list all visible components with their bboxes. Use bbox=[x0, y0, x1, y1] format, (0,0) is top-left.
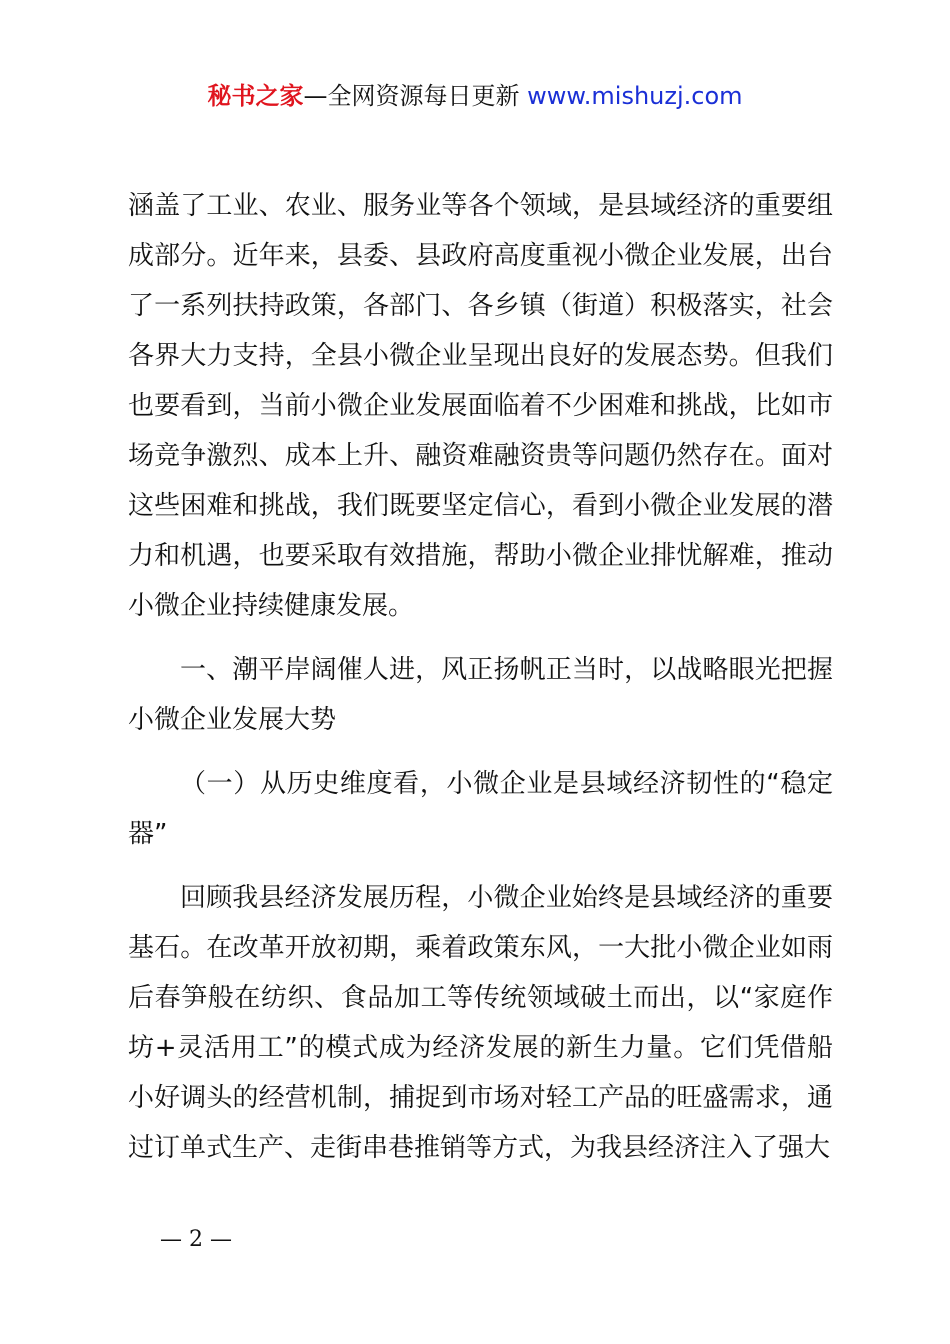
subsection-heading: （一）从历史维度看，小微企业是县域经济韧性的“稳定器” bbox=[128, 769, 833, 849]
paragraph-history: 回顾我县经济发展历程，小微企业始终是县域经济的重要基石。在改革开放初期，乘着政策东风，一大批小微企业如雨后春笋般在纺织、食品加工等传统领域破土而出，以“家庭作坊+灵活用工”的模式成为经济发展的新生力量。它们凭借船小好调头的经营机制，捕捉到市场对轻工产品的旺盛需求，通过订单式生产、走街串巷推销等方式，为我县经济注入了强大 bbox=[128, 883, 833, 1163]
site-header-banner bbox=[0, 80, 950, 112]
site-brand-name: 秘书之家 bbox=[207, 82, 304, 110]
document-body bbox=[128, 181, 833, 1173]
paragraph-continuation: 涵盖了工业、农业、服务业等各个领域，是县域经济的重要组成部分。近年来，县委、县政府高度重视小微企业发展，出台了一系列扶持政策，各部门、各乡镇（街道）积极落实，社会各界大力支持，全县小微企业呈现出良好的发展态势。但我们也要看到，当前小微企业发展面临着不少困难和挑战，比如市场竞争激烈、成本上升、融资难融资贵等问题仍然存在。面对这些困难和挑战，我们既要坚定信心，看到小微企业发展的潜力和机遇，也要采取有效措施，帮助小微企业排忧解难，推动小微企业持续健康发展。 bbox=[128, 191, 833, 621]
site-tagline: —全网资源每日更新 bbox=[303, 82, 528, 110]
section-heading: 一、潮平岸阔催人进，风正扬帆正当时，以战略眼光把握小微企业发展大势 bbox=[128, 655, 833, 735]
page-number: — 2 — bbox=[160, 1227, 232, 1252]
site-url-link[interactable]: www.mishuzj.com bbox=[527, 82, 743, 110]
